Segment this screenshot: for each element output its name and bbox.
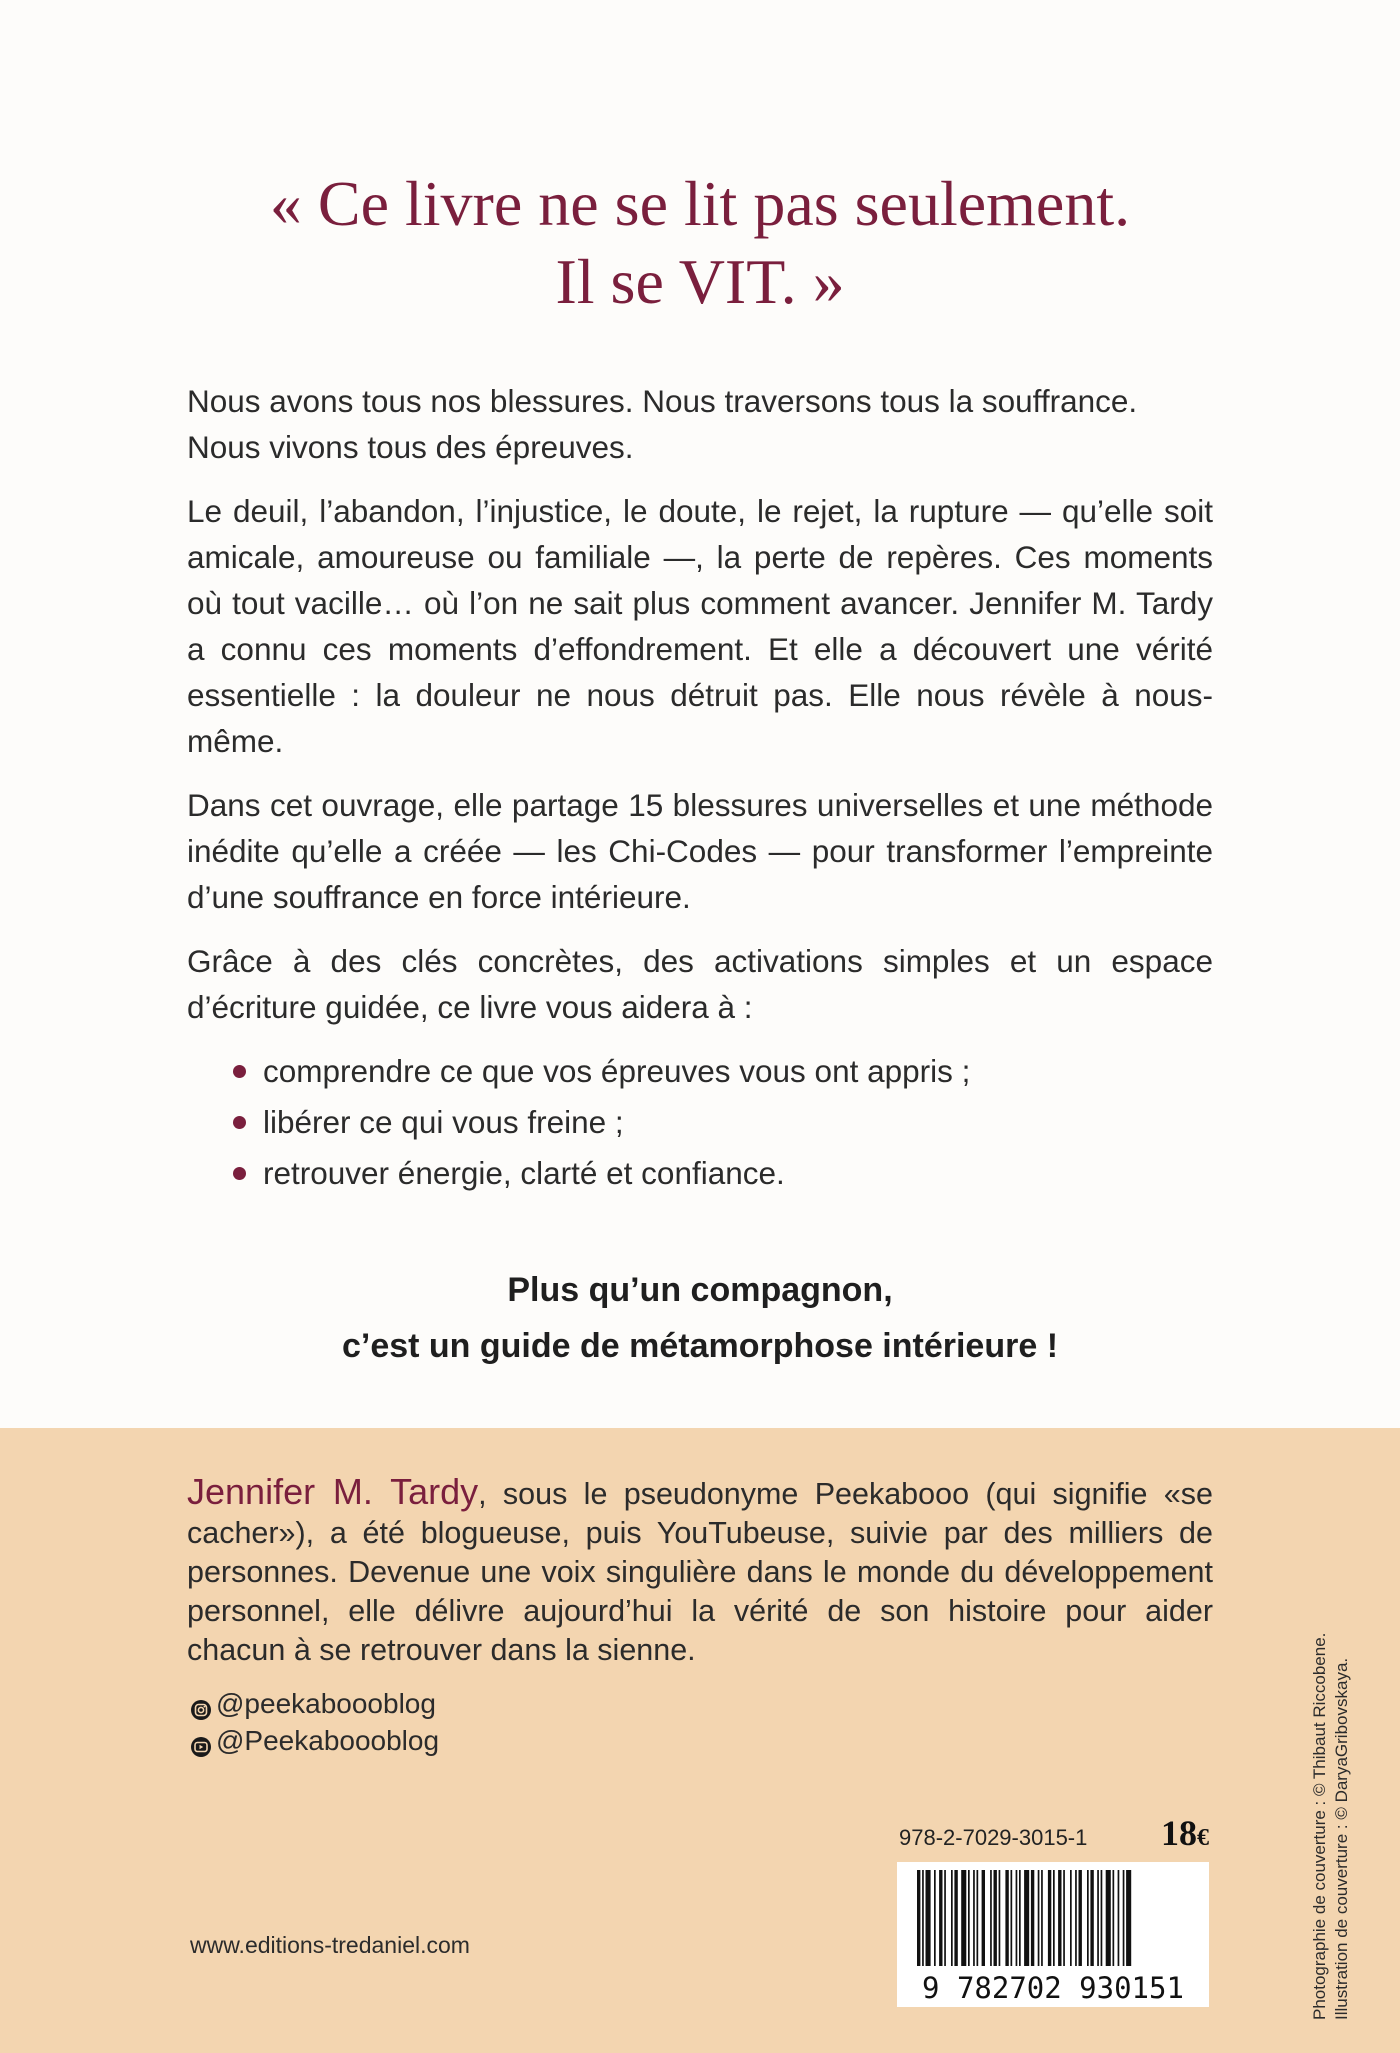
bullet-icon: [233, 1116, 246, 1129]
cover-quote: [0, 165, 1400, 321]
barcode-bar: [1106, 1870, 1111, 1966]
barcode-bar: [961, 1870, 966, 1966]
barcode-block: [897, 1812, 1209, 2007]
barcode-bar: [1031, 1870, 1034, 1966]
barcode-bar: [922, 1870, 924, 1966]
barcode-bar: [939, 1870, 942, 1966]
barcode-bar: [1038, 1870, 1040, 1966]
isbn-number: 978-2-7029-3015-1: [899, 1825, 1088, 1850]
barcode-bar: [1048, 1870, 1051, 1966]
barcode-bar: [1126, 1870, 1131, 1966]
benefits-list: [187, 1048, 1213, 1196]
instagram-icon: [190, 1693, 212, 1715]
bullet-icon: [233, 1065, 246, 1078]
blurb-paragraph-2: Le deuil, l’abandon, l’injustice, le doute, le rejet, la rupture — qu’elle soit amicale, amoureuse ou familiale —, la perte de repères. Ces moments où tout vacille… où l’on ne sait plus comment avancer. Jennifer M. Tardy a connu ces moments d’effondrement. Et elle a découvert une vérité essentielle : la douleur ne nous détruit pas. Elle nous révèle à nous-même.: [187, 493, 1213, 759]
barcode-bar: [1101, 1870, 1103, 1966]
illustration-credit: Illustration de couverture : © DaryaGribovskaya.: [1332, 1657, 1351, 2020]
barcode: [897, 1862, 1209, 2007]
barcode-bar: [917, 1870, 920, 1966]
barcode-bar: [1090, 1870, 1093, 1966]
barcode-bar: [982, 1870, 985, 1966]
barcode-bars: [897, 1862, 1209, 2007]
barcode-bar: [1063, 1870, 1065, 1966]
barcode-bar: [977, 1870, 979, 1966]
list-item: retrouver énergie, clarté et confiance.: [233, 1150, 1213, 1196]
barcode-bar: [1005, 1870, 1008, 1966]
barcode-bar: [994, 1870, 997, 1966]
youtube-icon: [190, 1730, 212, 1752]
barcode-bar: [1087, 1870, 1089, 1966]
blurb-paragraph-3: Dans cet ouvrage, elle partage 15 blessures universelles et une méthode inédite qu’elle a créée — les Chi-Codes — pour transformer l’empreinte d’une souffrance en force intérieure.: [187, 787, 1213, 915]
quote-line-2: Il se VIT. »: [555, 246, 845, 317]
barcode-bar: [1123, 1870, 1125, 1966]
youtube-handle: @Peekaboooblog: [216, 1725, 440, 1756]
list-item: libérer ce qui vous freine ;: [233, 1099, 1213, 1145]
barcode-bar: [944, 1870, 946, 1966]
barcode-bar: [999, 1870, 1001, 1966]
barcode-bar: [926, 1870, 931, 1966]
cover-credits: [1309, 1633, 1353, 2020]
bullet-icon: [233, 1167, 246, 1180]
author-pseudonym: Peekabooo: [814, 1477, 970, 1511]
barcode-bar: [1113, 1870, 1115, 1966]
barcode-bar: [1075, 1870, 1077, 1966]
barcode-bar: [990, 1870, 992, 1966]
barcode-bar: [1097, 1870, 1099, 1966]
barcode-bar: [1053, 1870, 1055, 1966]
barcode-bar: [1024, 1870, 1029, 1966]
tagline-line-1: Plus qu’un compagnon,: [507, 1271, 893, 1309]
author-bio: Jennifer M. Tardy, sous le pseudonyme Peekabooo (qui signifie «se cacher»), a été blogueuse, puis YouTubeuse, suivie par des milliers de personnes. Devenue une voix singulière dans le monde du développement personnel, elle délivre aujourd’hui la vérité de son histoire pour aider chacun à se retrouver dans la sienne.: [187, 1471, 1213, 1667]
instagram-handle: @peekaboooblog: [216, 1688, 436, 1719]
instagram-link[interactable]: [190, 1685, 439, 1722]
price: 18€: [1161, 1813, 1209, 1853]
list-item: comprendre ce que vos épreuves vous ont appris ;: [233, 1048, 1213, 1094]
blurb: [187, 378, 1213, 1201]
barcode-bar: [1070, 1870, 1072, 1966]
barcode-bar: [1011, 1870, 1013, 1966]
photo-credit: Photographie de couverture : © Thibaut Riccobene.: [1310, 1632, 1329, 2020]
barcode-bar: [951, 1870, 953, 1966]
barcode-bar: [973, 1870, 975, 1966]
barcode-bar: [1041, 1870, 1043, 1966]
blurb-paragraph-1: Nous avons tous nos blessures. Nous traversons tous la souffrance. Nous vivons tous des épreuves.: [187, 383, 1138, 465]
social-links: [190, 1685, 439, 1759]
youtube-link[interactable]: [190, 1722, 439, 1759]
barcode-bar: [1016, 1870, 1018, 1966]
barcode-bar: [1019, 1870, 1021, 1966]
tagline-line-2: c’est un guide de métamorphose intérieure !: [341, 1327, 1059, 1365]
quote-line-1: « Ce livre ne se lit pas seulement.: [269, 168, 1131, 239]
barcode-bar: [1079, 1870, 1082, 1966]
author-name: Jennifer M. Tardy: [187, 1471, 479, 1512]
barcode-bar: [968, 1870, 970, 1966]
blurb-paragraph-4: Grâce à des clés concrètes, des activations simples et un espace d’écriture guidée, ce livre vous aidera à :: [187, 943, 1213, 1025]
barcode-bar: [1118, 1870, 1120, 1966]
tagline: [0, 1262, 1400, 1374]
publisher-website[interactable]: www.editions-tredaniel.com: [190, 1932, 470, 1958]
barcode-digits: 9 782702 930151: [922, 1971, 1184, 2005]
barcode-bar: [1058, 1870, 1061, 1966]
barcode-bar: [934, 1870, 936, 1966]
barcode-bar: [954, 1870, 957, 1966]
